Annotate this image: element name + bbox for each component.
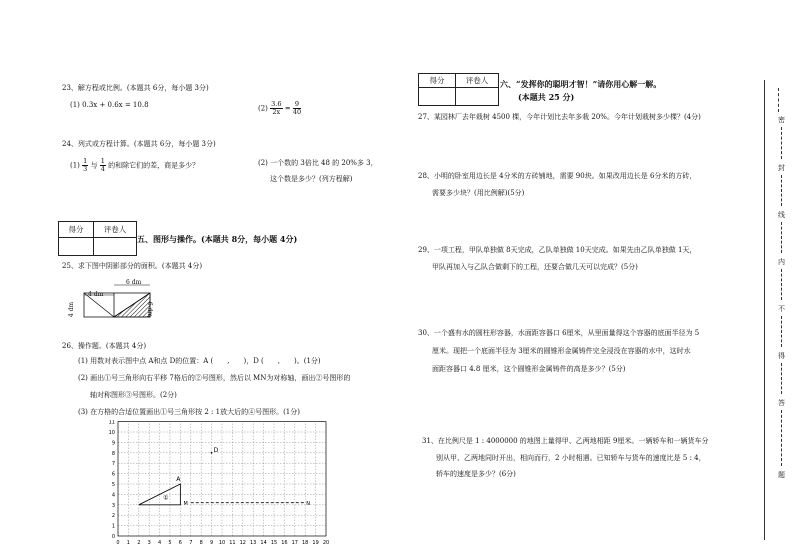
score-cell[interactable]	[59, 238, 94, 256]
label-4dm-left: 4 dm	[68, 301, 76, 318]
seal-dash	[781, 316, 782, 347]
y-tick-label: 9	[111, 440, 115, 447]
seal-dash	[781, 363, 782, 394]
y-tick-label: 7	[111, 461, 115, 468]
point-a-label: A	[176, 475, 181, 483]
x-tick-label: 19	[312, 540, 319, 546]
q26-part2-line2: 轴对称图形③号图形。(2分)	[90, 391, 177, 399]
y-tick-label: 2	[111, 513, 115, 520]
seal-char: 密	[778, 116, 785, 124]
score-box-right	[418, 73, 499, 106]
margin-line	[764, 80, 765, 540]
q26-part3: (3) 在方格的合适位置画出①号三角形按 2 : 1放大后的④号图形。(1分)	[78, 408, 300, 416]
x-tick-label: 16	[281, 540, 288, 546]
x-tick-label: 11	[229, 540, 236, 546]
point-d-label: D	[213, 446, 219, 454]
seal-char: 答	[778, 399, 785, 407]
grader-label: 评卷人	[94, 222, 137, 238]
seal-dash	[778, 88, 779, 112]
q26-part2-line1: (2) 画出①号三角形向右平移 7格后的②号图形，然后以 MN为对称轴，画出②号图形的	[78, 374, 351, 382]
q23-part1: (1) 0.3x + 0.6x = 10.8	[70, 101, 149, 109]
x-tick-label: 9	[210, 540, 214, 546]
grader-label: 评卷人	[456, 74, 499, 88]
q31-line2: 别从甲、乙两地同时开出，相向而行，2 小时相遇。已知轿车与货车的速度比是 5 : 4，	[436, 454, 706, 462]
y-tick-label: 11	[108, 420, 115, 426]
score-label: 得分	[59, 222, 94, 238]
x-tick-label: 12	[239, 540, 246, 546]
seal-char: 内	[778, 258, 785, 266]
q29-line2: 甲队再加入与乙队合做剩下的工程，还要合做几天可以完成？(5分)	[432, 263, 638, 271]
y-tick-label: 3	[111, 502, 115, 509]
y-tick-label: 6	[111, 471, 115, 478]
q24-title: 24、列式或方程计算。(本题共 6分，每小题 3分)	[62, 140, 216, 148]
seal-char: 封	[778, 164, 785, 172]
q30-line2: 厘米。现把一个底面半径为 3厘米的圆锥形金属铸件完全浸没在容器的水中，这时水	[432, 347, 691, 355]
y-tick-label: 4	[111, 492, 115, 499]
x-tick-label: 17	[291, 540, 298, 546]
x-tick-label: 10	[218, 540, 226, 546]
q29-line1: 29、一项工程，甲队单独做 8天完成，乙队单独做 10天完成。如果先由乙队单独做 1天，	[418, 246, 697, 254]
fraction: $\frac{1}{4}$	[100, 157, 105, 173]
q23-part2: (2) $\frac{3.6}{2x}$ = $\frac{9}{40}$	[258, 100, 302, 116]
y-tick-label: 1	[111, 523, 115, 530]
score-box-left	[58, 221, 137, 256]
x-tick-label: 18	[302, 540, 309, 546]
score-label: 得分	[419, 74, 456, 88]
point-n-label: N	[306, 500, 310, 507]
y-tick-label: 10	[108, 430, 115, 436]
seal-char: 题	[778, 471, 785, 479]
grader-cell[interactable]	[456, 88, 499, 106]
x-tick-label: 4	[158, 540, 162, 546]
seal-char: 线	[778, 211, 785, 219]
x-tick-label: 13	[250, 540, 257, 546]
q26-part1: (1) 用数对表示图中点 A和点 D的位置：A ( , )，D ( , )。(1分)	[78, 357, 321, 365]
q23-title: 23、解方程或比例。(本题共 6分，每小题 3分)	[62, 84, 209, 92]
seal-dash	[781, 127, 782, 159]
seal-char: 不	[778, 305, 785, 313]
q24-part2-line2: 这个数是多少？(列方程解)	[270, 175, 353, 183]
x-tick-label: 5	[168, 540, 172, 546]
q24-part1: (1) $\frac{1}{3}$ 与 $\frac{1}{4}$ 的和除它们的差，商是多少？	[70, 157, 200, 173]
label-6dm-top: 6 dm	[126, 279, 142, 286]
q28-line1: 28、小明的卧室用边长是 4分米的方砖铺地，需要 90块。如果改用边长是 6分米的方砖，	[418, 172, 697, 180]
q25-title: 25、求下图中阴影部分的面积。(本题共 4分)	[62, 262, 203, 270]
section-5-title: 五、图形与操作。(本题共 8分，每小题 4分)	[137, 234, 298, 244]
x-tick-label: 3	[147, 540, 151, 546]
q26-title: 26、操作题。(本题共 4分)	[62, 342, 147, 350]
triangle-1-label: ①	[163, 494, 169, 502]
seal-char: 得	[778, 352, 785, 360]
point-m-label: M	[183, 500, 188, 507]
y-tick-label: 0	[111, 534, 115, 540]
section-6-title: 六、“发挥你的聪明才智！”请你用心解一解。	[500, 79, 662, 89]
label-4dm-mid: 4 dm	[88, 291, 104, 298]
x-tick-label: 1	[126, 540, 130, 546]
fraction: $\frac{3.6}{2x}$	[271, 100, 282, 116]
q30-line1: 30、一个盛有水的圆柱形容器，水面距容器口 6厘米，从里面量得这个容器的底面半径为 5	[418, 329, 700, 337]
x-tick-label: 8	[199, 540, 203, 546]
x-tick-label: 0	[116, 540, 120, 546]
seal-dash	[781, 222, 782, 253]
label-6dm-right: 6 dm	[146, 301, 154, 318]
q28-line2: 需要多少块？(用比例解)(5分)	[432, 189, 525, 197]
q31-line3: 轿车的速度是多少？(6分)	[436, 470, 516, 478]
q24-part2-line1: (2) 一个数的 3倍比 48 的 20%多 3，	[258, 159, 378, 167]
q27: 27、某园林厂去年栽树 4500 棵，今年计划比去年多栽 20%。今年计划栽树多少棵？(4分)	[418, 113, 701, 121]
x-tick-label: 15	[270, 540, 278, 546]
coordinate-grid	[108, 420, 336, 548]
y-tick-label: 5	[111, 482, 115, 488]
fraction: $\frac{1}{3}$	[83, 157, 88, 173]
x-tick-label: 20	[322, 540, 330, 546]
x-tick-label: 7	[189, 540, 193, 546]
x-tick-label: 14	[260, 540, 267, 546]
y-tick-label: 8	[111, 450, 115, 457]
q30-line3: 面距容器口 4.8 厘米，这个圆锥形金属铸件的高是多少？(5分)	[432, 365, 626, 373]
point-d	[211, 452, 213, 454]
grader-cell[interactable]	[94, 238, 137, 256]
seal-dash	[781, 269, 782, 300]
x-tick-label: 2	[137, 540, 141, 546]
seal-dash	[781, 410, 782, 466]
section-6-points: (本题共 25 分)	[518, 92, 575, 102]
seal-dash	[781, 175, 782, 206]
score-cell[interactable]	[419, 88, 456, 106]
fraction: $\frac{9}{40}$	[292, 100, 302, 116]
x-tick-label: 6	[178, 540, 182, 546]
q31-line1: 31、在比例尺是 1 : 4000000 的地图上量得甲、乙两地相距 9厘米。一辆轿车和一辆货车分	[422, 437, 709, 445]
